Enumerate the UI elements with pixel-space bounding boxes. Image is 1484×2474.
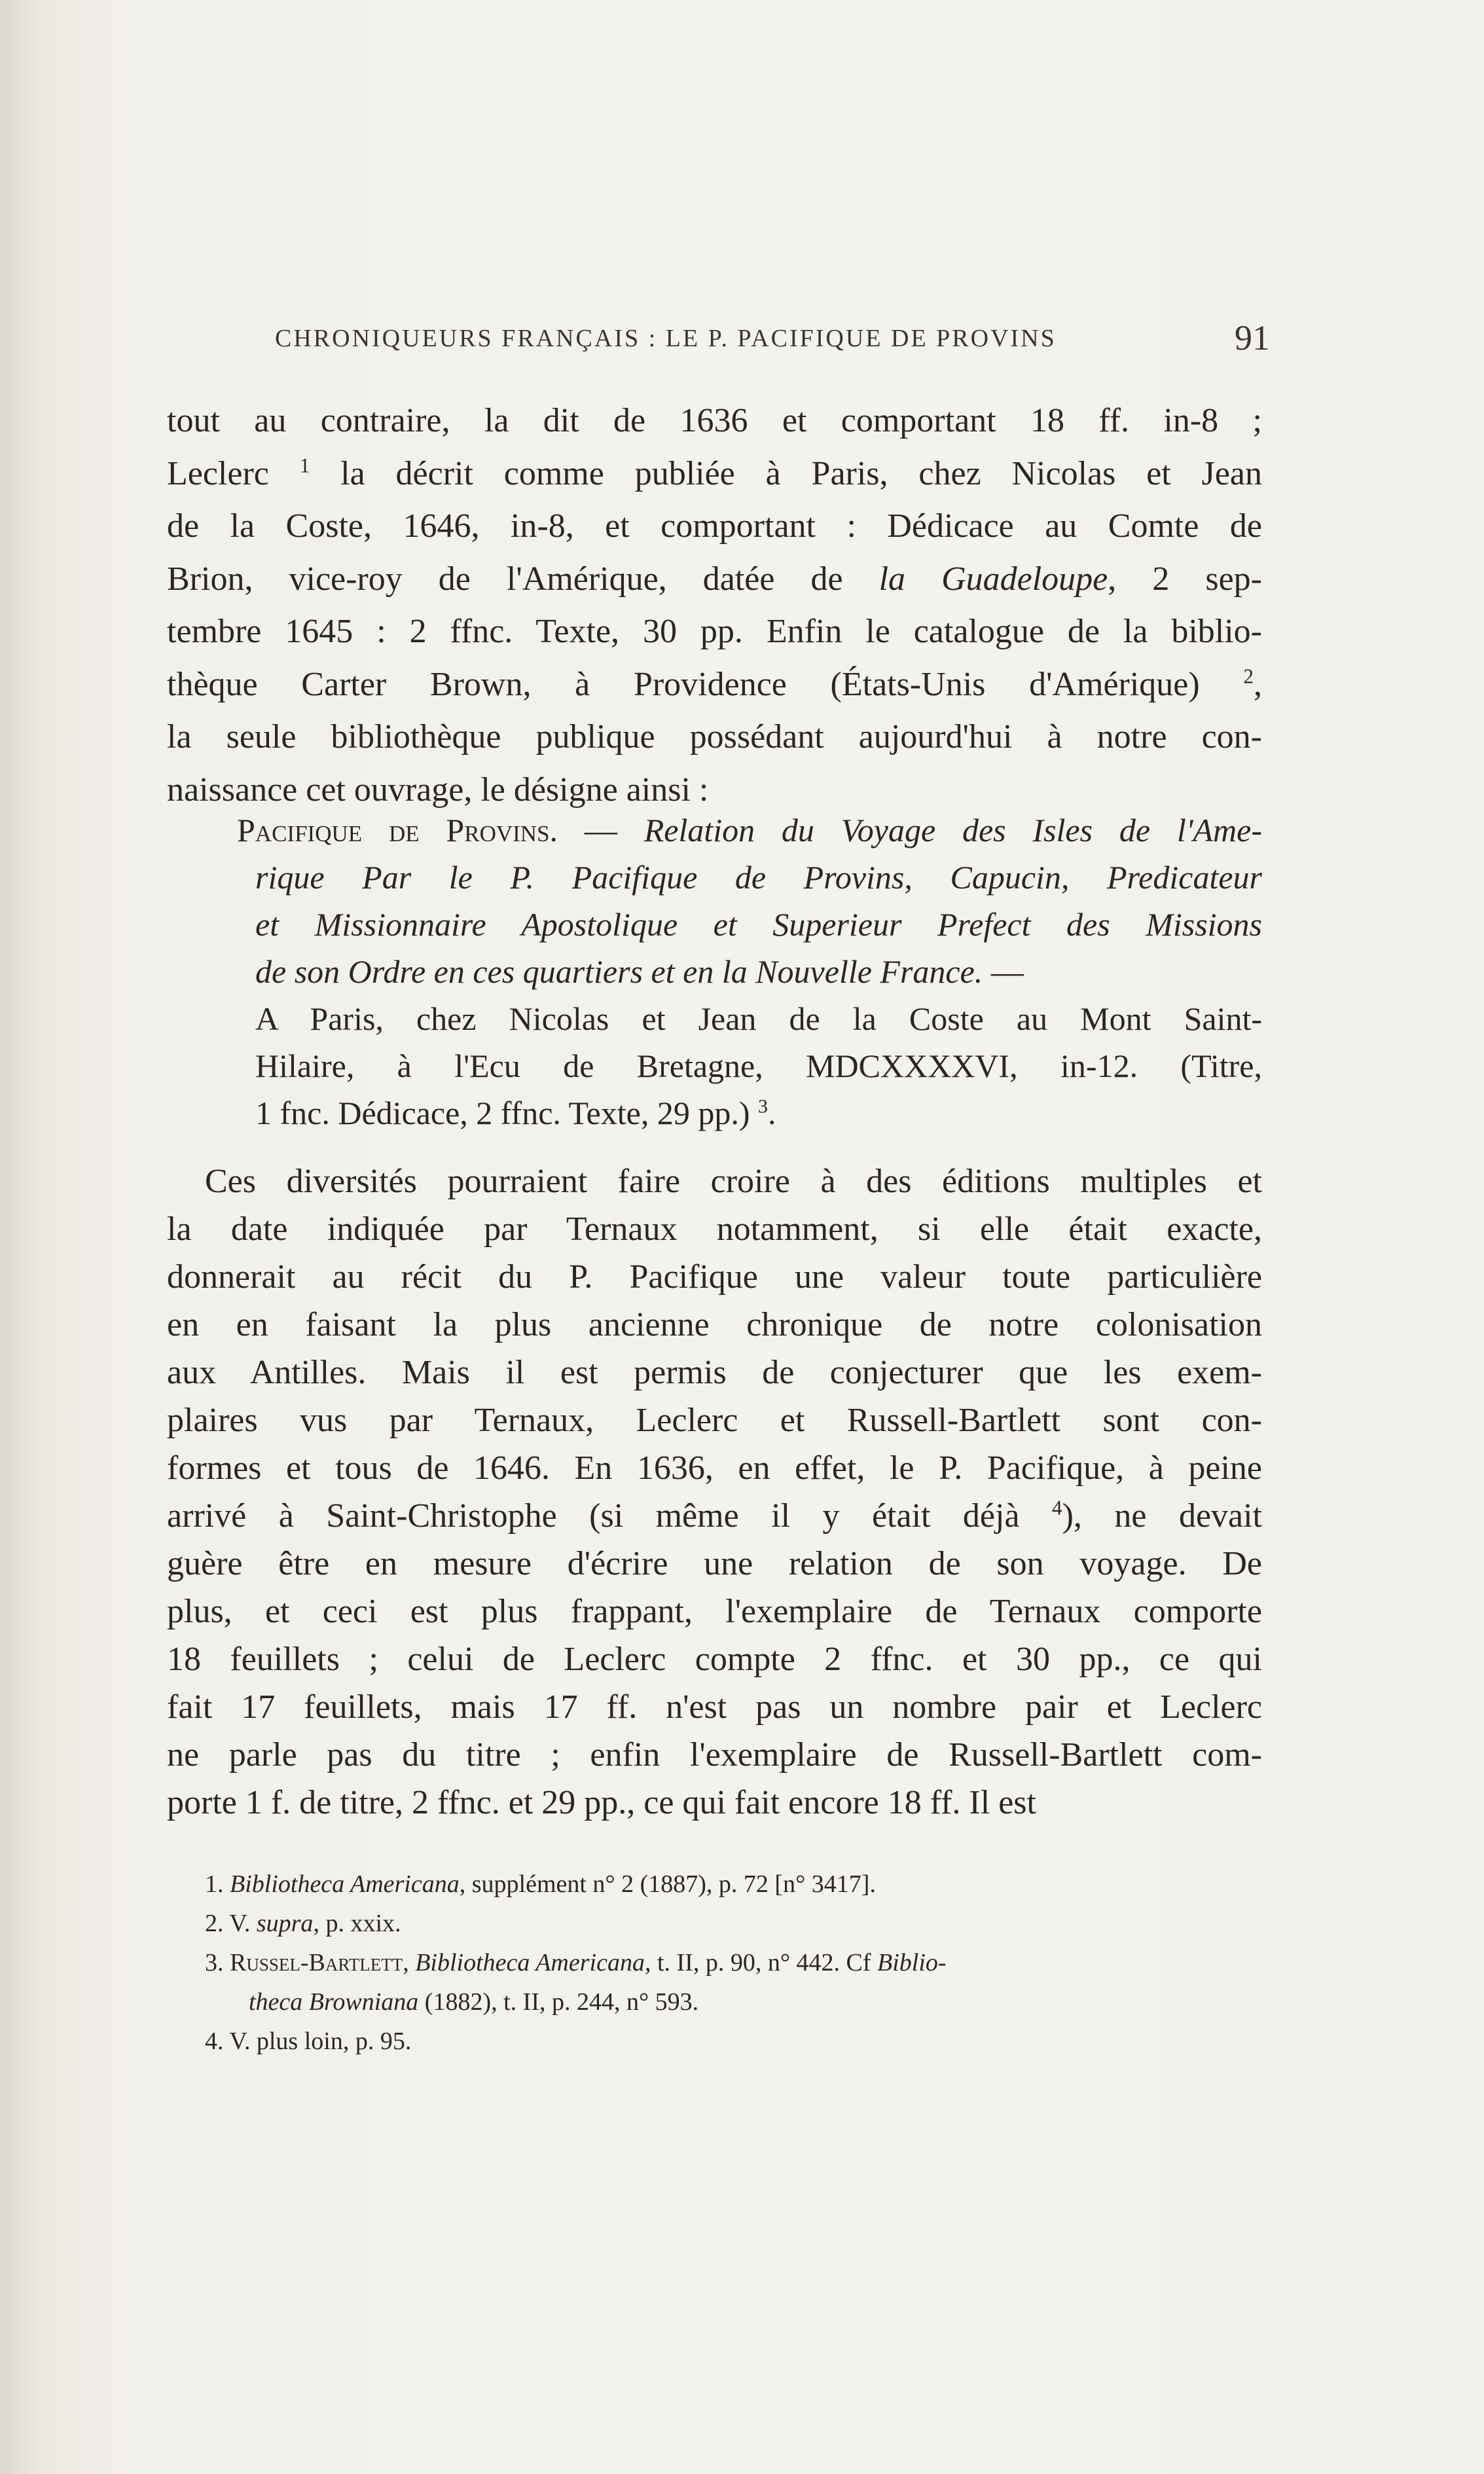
text-line [237, 809, 1262, 852]
text-run: porte 1 f. de titre, 2 ffnc. et 29 pp., ce qui fait encore 18 ff. Il est [167, 1784, 1036, 1821]
text-run: theca Browniana [249, 1988, 419, 2016]
text-run: 2. V. [205, 1910, 257, 1937]
text-run: de la Coste, 1646, in-8, et comportant : Dédicace au Comte de [167, 507, 1262, 545]
text-run: 4. V. plus loin, p. 95. [205, 2028, 412, 2055]
footnote-ref: 4 [1052, 1496, 1062, 1519]
text-line [167, 1637, 1262, 1683]
text-run: ), ne devait [1062, 1497, 1262, 1535]
text-line [167, 1493, 1262, 1539]
text-run: arrivé à Saint-Christophe (si même il y était déjà [167, 1497, 1053, 1535]
text-run: Bibliotheca Americana [230, 1870, 460, 1898]
text-run: de son Ordre en ces quartiers et en la Nouvelle France. [255, 953, 983, 990]
text-line [255, 903, 1262, 946]
text-line [167, 398, 1262, 444]
text-run: 1. [205, 1870, 230, 1898]
text-line [167, 503, 1262, 549]
running-header [275, 318, 1270, 363]
text-run: supra [256, 1910, 314, 1937]
text-run: , t. II, p. 90, n° 442. Cf [644, 1949, 878, 1976]
text-run: et Missionnaire Apostolique et Superieur Prefect des Missions [255, 906, 1262, 943]
text-line [167, 714, 1262, 760]
text-line [205, 1946, 1262, 1980]
text-run: Biblio- [877, 1949, 947, 1976]
text-run: formes et tous de 1646. En 1636, en effet, le P. Pacifique, à peine [167, 1449, 1262, 1487]
text-line [255, 1091, 1262, 1135]
text-run: 18 feuillets ; celui de Leclerc compte 2 ffnc. et 30 pp., ce qui [167, 1641, 1262, 1678]
text-line [167, 1302, 1262, 1348]
text-run: Bibliotheca Americana [415, 1949, 645, 1976]
text-run: la Guadeloupe [878, 560, 1108, 598]
text-run: 3. [205, 1949, 230, 1976]
text-line [167, 1398, 1262, 1444]
text-run: la décrit comme publiée à Paris, chez Nicolas et Jean [310, 454, 1262, 492]
text-run: 1 fnc. Dédicace, 2 ffnc. Texte, 29 pp.) [255, 1095, 758, 1131]
text-run: Relation du Voyage des Isles de l'Ame- [643, 812, 1262, 848]
text-run: plus, et ceci est plus frappant, l'exemplaire de Ternaux comporte [167, 1593, 1262, 1630]
text-run: Leclerc [167, 454, 300, 492]
page-number: 91 [1235, 318, 1270, 357]
text-run: , 2 sep- [1108, 560, 1263, 598]
text-line [205, 2024, 1262, 2058]
text-run: aux Antilles. Mais il est permis de conjecturer que les exem- [167, 1354, 1262, 1391]
text-line [167, 1207, 1262, 1252]
text-run: en en faisant la plus ancienne chronique de notre colonisation [167, 1306, 1262, 1343]
footnote-ref: 2 [1243, 664, 1254, 688]
text-line [205, 1867, 1262, 1901]
text-line [167, 556, 1262, 602]
running-title: CHRONIQUEURS FRANÇAIS : LE P. PACIFIQUE DE PROVINS [275, 325, 1057, 352]
text-line [167, 1684, 1262, 1730]
text-run: ne parle pas du titre ; enfin l'exemplaire de Russell-Bartlett com- [167, 1736, 1262, 1774]
text-run: tembre 1645 : 2 ffnc. Texte, 30 pp. Enfin le catalogue de la biblio- [167, 613, 1262, 650]
text-line [249, 1985, 1262, 2019]
text-line [255, 856, 1262, 899]
text-run: Pacifique de Provins [237, 812, 550, 848]
text-line [167, 662, 1262, 708]
text-line [167, 767, 1262, 813]
footnote-ref: 3 [757, 1095, 768, 1118]
text-line [255, 997, 1262, 1040]
text-run: . [767, 1095, 776, 1131]
text-run: , [1254, 665, 1262, 703]
text-run: Hilaire, à l'Ecu de Bretagne, MDCXXXXVI, in-12. (Titre, [255, 1047, 1262, 1084]
text-line [167, 1254, 1262, 1300]
text-run: , p. xxix. [313, 1910, 401, 1937]
text-run: la seule bibliothèque publique possédant aujourd'hui à notre con- [167, 718, 1262, 755]
text-run: donnerait au récit du P. Pacifique une valeur toute particulière [167, 1258, 1262, 1296]
text-line [167, 1780, 1262, 1826]
text-line [167, 609, 1262, 655]
text-run: A Paris, chez Nicolas et Jean de la Coste au Mont Saint- [255, 1000, 1262, 1037]
text-run: , supplément n° 2 (1887), p. 72 [n° 3417]. [459, 1870, 876, 1898]
text-run: Ces diversités pourraient faire croire à des éditions multiples et [205, 1163, 1262, 1200]
text-run: guère être en mesure d'écrire une relation de son voyage. De [167, 1545, 1262, 1582]
text-line [167, 1589, 1262, 1635]
text-run: la date indiquée par Ternaux notamment, si elle était exacte, [167, 1210, 1262, 1248]
text-run: Russel-Bartlett [230, 1949, 403, 1976]
text-run: fait 17 feuillets, mais 17 ff. n'est pas un nombre pair et Leclerc [167, 1688, 1262, 1726]
footnote-ref: 1 [299, 454, 310, 477]
text-line [255, 950, 1262, 993]
text-run: tout au contraire, la dit de 1636 et comportant 18 ff. in-8 ; [167, 402, 1262, 439]
text-line [167, 1446, 1262, 1491]
text-run: — [983, 953, 1024, 990]
text-run: (1882), t. II, p. 244, n° 593. [418, 1988, 699, 2016]
text-run: , [403, 1949, 416, 1976]
text-line [167, 1350, 1262, 1396]
text-line [205, 1906, 1262, 1940]
text-line [167, 451, 1262, 497]
text-run: plaires vus par Ternaux, Leclerc et Russell-Bartlett sont con- [167, 1402, 1262, 1439]
text-run: Brion, vice-roy de l'Amérique, datée de [167, 560, 879, 598]
text-run: . — [549, 812, 644, 848]
text-run: rique Par le P. Pacifique de Provins, Capucin, Predicateur [255, 859, 1262, 896]
text-line [167, 1732, 1262, 1778]
text-line [167, 1541, 1262, 1587]
text-run: naissance cet ouvrage, le désigne ainsi : [167, 771, 709, 809]
text-line [205, 1159, 1262, 1205]
text-run: thèque Carter Brown, à Providence (États-Unis d'Amérique) [167, 665, 1244, 703]
text-line [255, 1044, 1262, 1087]
